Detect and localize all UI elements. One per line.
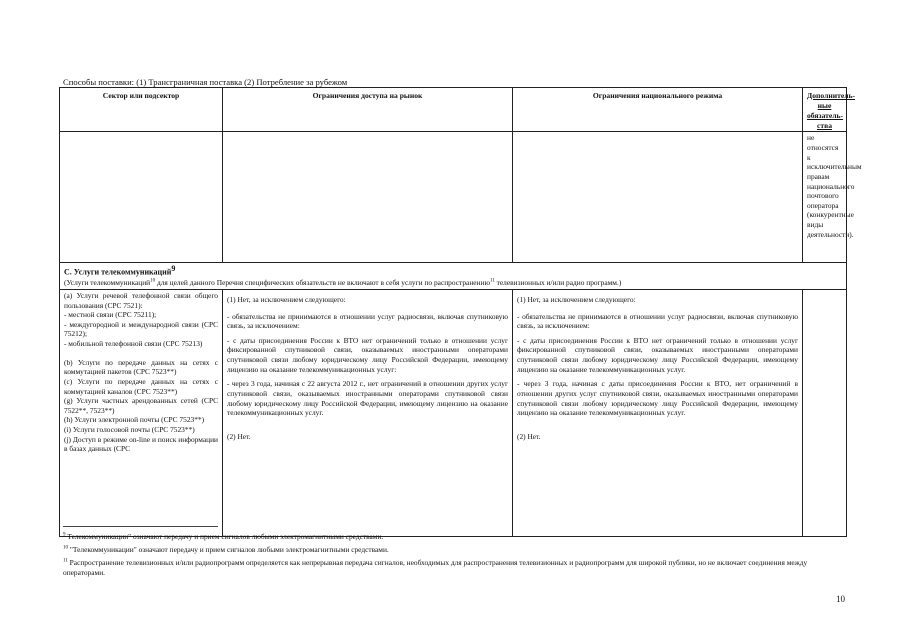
section-heading-row bbox=[60, 263, 847, 289]
section-note: (Услуги телекоммуникаций$^{10}$ для целей данного Перечня специфических обязательств не включают в себя услуги по распространению$^{11}$ телевизионных и/или радио программ.) bbox=[64, 278, 622, 288]
paragraph: (1) Нет, за исключением следующего: bbox=[227, 294, 346, 304]
sector-cell bbox=[60, 289, 223, 536]
paragraph: - с даты присоединения России к ВТО нет ограничений только в отношении услуг фиксированной спутниковой связи, оказываемых иностранными операторами спутниковой связи любому юридическому лицу Российской Федерации, имеющему лицензию на оказание телекоммуникационных услуг: bbox=[227, 335, 508, 374]
sector-item: (c) Услуги по передаче данных на сетях с коммутацией каналов (CPC 7523**) bbox=[64, 376, 218, 396]
paragraph: - обязательства не принимаются в отношении услуг радиосвязи, включая спутниковую связь, за исключением: bbox=[227, 311, 508, 331]
national-treatment-cell bbox=[513, 289, 803, 536]
header-sector: Сектор или подсектор bbox=[60, 88, 223, 132]
additional-commitments-cell: не относятся к исключительным правам национального почтового оператора (конкурентные виды деятельности). bbox=[803, 132, 847, 263]
supply-modes-line: Способы поставки: (1) Трансграничная поставка (2) Потребление за рубежом bbox=[63, 77, 348, 87]
continuation-row bbox=[60, 132, 847, 263]
sector-item: (i) Услуги голосовой почты (CPC 7523**) bbox=[64, 425, 195, 435]
market-access-cell bbox=[223, 289, 513, 536]
sector-item: - местной связи (CPC 75211); bbox=[64, 310, 157, 320]
telecom-row bbox=[60, 289, 847, 536]
sector-item: - междугородной и международной связи (CPC 75212); bbox=[64, 319, 218, 339]
footnote-divider bbox=[63, 526, 218, 527]
header-additional-commitments: Дополнитель-ные обязатель-ства bbox=[803, 88, 847, 132]
sector-item: (g) Услуги частных арендованных сетей (CPC 7522**, 7523**) bbox=[64, 396, 218, 415]
table-header-row bbox=[60, 88, 847, 132]
header-market-access: Ограничения доступа на рынок bbox=[223, 88, 513, 132]
page-number: 10 bbox=[836, 594, 845, 604]
footnote: $^{11}$ Распространение телевизионных и/или радиопрограмм определяется как непрерывная передача сигналов, необходимых для распространения телевизионных и радиопрограмм для широкой публики, но не включает соединения между операторами. bbox=[63, 558, 808, 577]
sector-item: (b) Услуги по передаче данных на сетях с коммутацией пакетов (CPC 7523**) bbox=[64, 357, 218, 377]
additional-commitments-cell-empty bbox=[803, 289, 847, 536]
paragraph: (2) Нет. bbox=[517, 431, 541, 441]
sector-item: (a) Услуги речевой телефонной связи общего пользования (CPC 7521): bbox=[64, 290, 218, 310]
paragraph: - с даты присоединения России к ВТО нет ограничений только в отношении услуг фиксированной спутниковой связи, оказываемых иностранными операторами спутниковой связи любому юридическому лицу Российской Федерации, имеющему лицензию на оказание телекоммуникационных услуг. bbox=[517, 335, 798, 374]
paragraph: (2) Нет. bbox=[227, 431, 251, 441]
paragraph: - через 3 года, начиная с даты присоединения России к ВТО, нет ограничений в отношении других услуг спутниковой связи, оказываемых иностранными операторами спутниковой связи любому юридическому лицу Российской Федерации, имеющему лицензию на оказание телекоммуникационных услуг. bbox=[517, 379, 798, 418]
commitments-table bbox=[59, 87, 862, 537]
footnote: $^9$ Телекоммуникации" означают передачу и прием сигналов любыми электромагнитными средствами. bbox=[63, 532, 384, 541]
paragraph: - обязательства не принимаются в отношении услуг радиосвязи, включая спутниковую связь, за исключением: bbox=[517, 311, 798, 331]
paragraph: (1) Нет, за исключением следующего: bbox=[517, 294, 636, 304]
sector-item: (h) Услуги электронной почты (CPC 7523**) bbox=[64, 415, 205, 425]
footnote: $^{10}$ "Телекоммуникации" означают передачу и прием сигналов любыми электромагнитными средствами. bbox=[63, 545, 389, 554]
sector-item: (j) Доступ в режиме on-line и поиск информации в базах данных (CPC bbox=[64, 434, 218, 454]
header-national-treatment: Ограничения национального режима bbox=[513, 88, 803, 132]
sector-item: - мобильной телефонной связи (CPC 75213) bbox=[64, 339, 203, 349]
section-title: C. Услуги телекоммуникаций$^9$ bbox=[64, 264, 176, 277]
paragraph: - через 3 года, начиная с 22 августа 2012 г., нет ограничений в отношении других услуг спутниковой связи, оказываемых иностранными операторами спутниковой связи любому юридическому лицу Российской Федерации, имеющему лицензию на оказание телекоммуникационных услуг. bbox=[227, 379, 508, 418]
